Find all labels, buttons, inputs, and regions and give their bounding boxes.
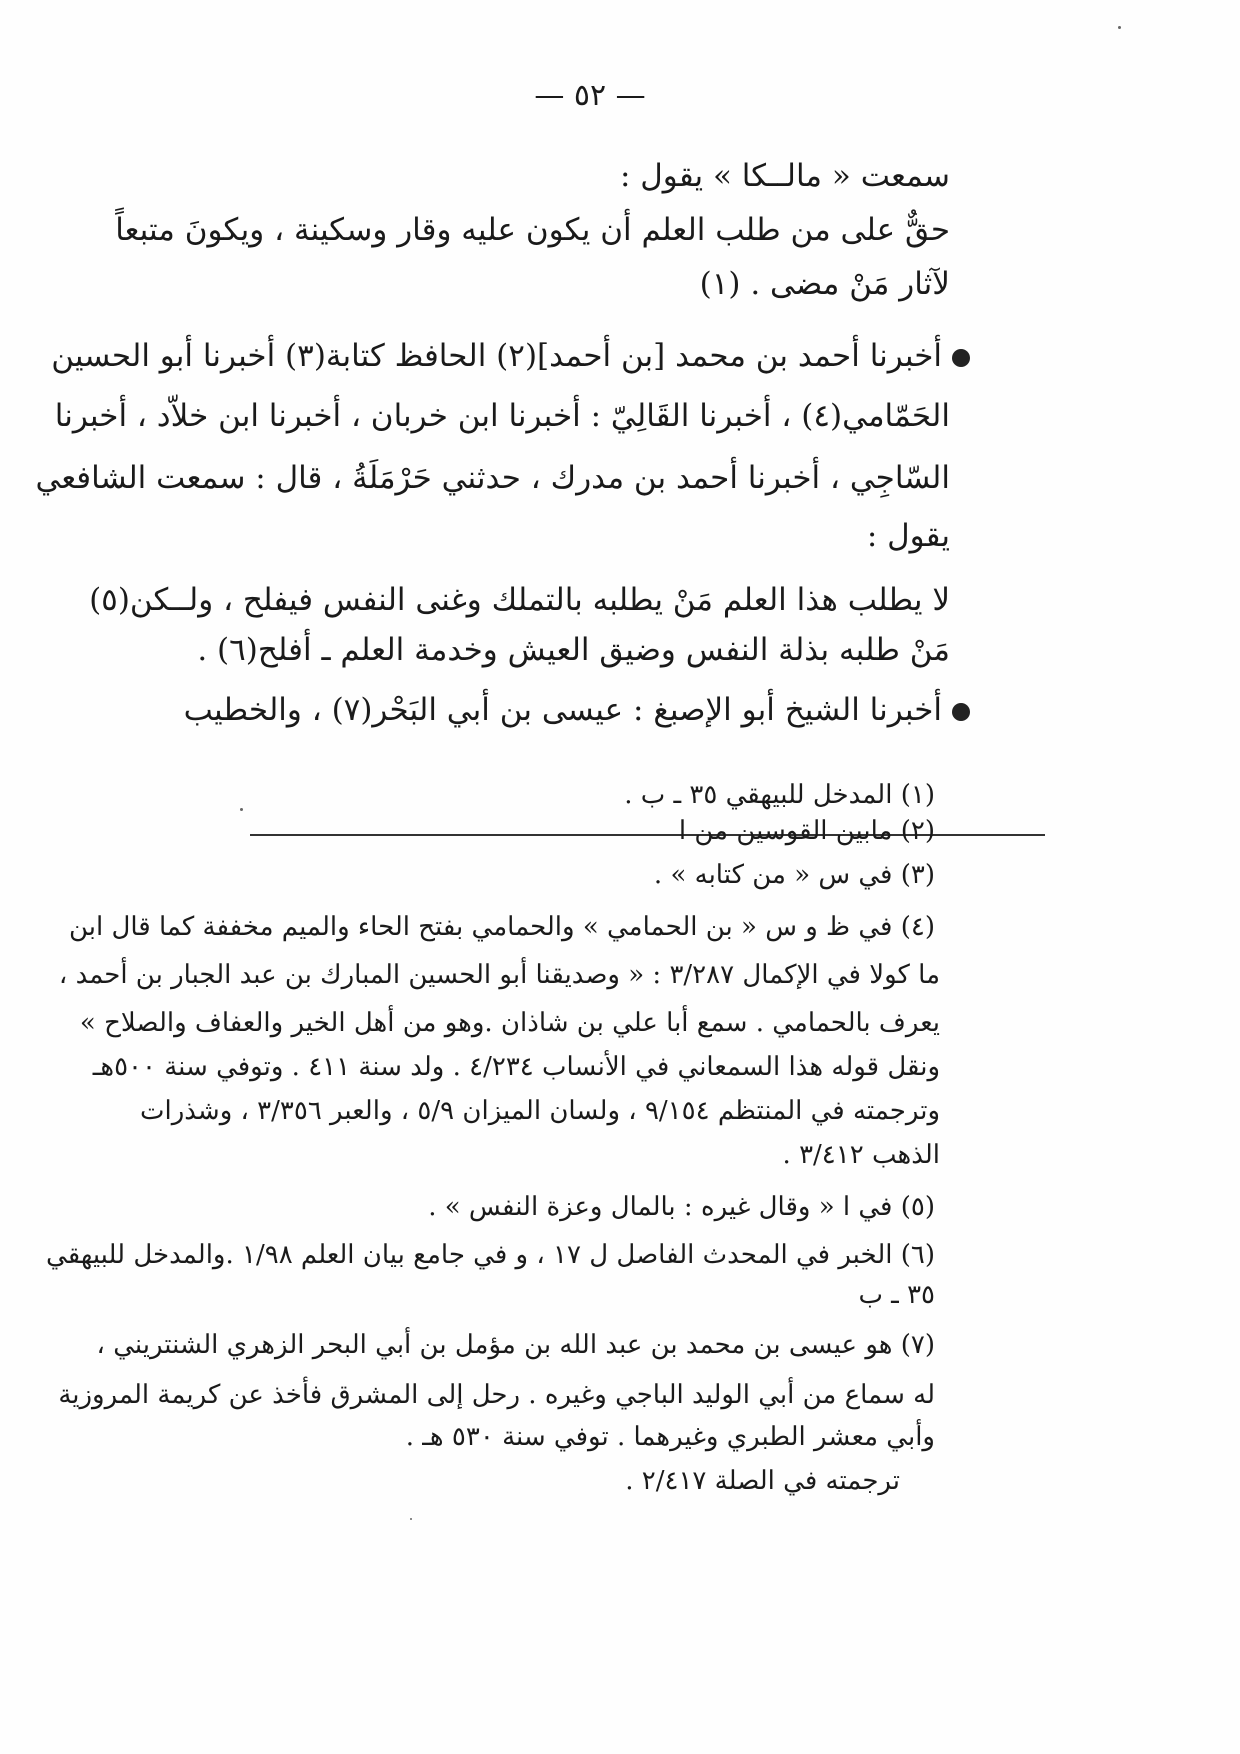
text-line: أخبرنا الشيخ أبو الإصبغ : عيسى بن أبي البَحْر(٧) ، والخطيب bbox=[184, 692, 970, 728]
footnote-line: الذهب ٣/٤١٢ . bbox=[782, 1140, 940, 1170]
bullet-icon bbox=[952, 349, 970, 367]
footnote-line: (٤) في ظ و س « بن الحمامي » والحمامي بفتح الحاء والميم مخففة كما قال ابن bbox=[68, 912, 935, 942]
footnote-line: يعرف بالحمامي . سمع أبا علي بن شاذان .وهو من أهل الخير والعفاف والصلاح » bbox=[79, 1008, 940, 1038]
text-line: حقٌّ على من طلب العلم أن يكون عليه وقار وسكينة ، ويكونَ متبعاً bbox=[115, 212, 950, 248]
footnote-line: ما كولا في الإكمال ٣/٢٨٧ : « وصديقنا أبو الحسين المبارك بن عبد الجبار بن أحمد ، bbox=[58, 960, 940, 990]
footnote-line: (٦) الخبر في المحدث الفاصل ل ١٧ ، و في جامع بيان العلم ١/٩٨ .والمدخل للبيهقي bbox=[46, 1240, 935, 1270]
text-line: مَنْ طلبه بذلة النفس وضيق العيش وخدمة العلم ـ أفلح(٦) . bbox=[197, 632, 950, 668]
scan-speck bbox=[1118, 26, 1121, 29]
footnote-line: له سماع من أبي الوليد الباجي وغيره . رحل إلى المشرق فأخذ عن كريمة المروزية bbox=[58, 1380, 935, 1410]
footnote-line: (٣) في س « من كتابه » . bbox=[653, 860, 935, 890]
text-line: أخبرنا أحمد بن محمد [بن أحمد](٢) الحافظ كتابة(٣) أخبرنا أبو الحسين bbox=[51, 338, 970, 374]
text-line: الحَمّامي(٤) ، أخبرنا القَالِيّ : أخبرنا ابن خربان ، أخبرنا ابن خلاّد ، أخبرنا bbox=[54, 398, 950, 434]
footnote-line: (٢) مابين القوسين من ا bbox=[678, 816, 935, 846]
text-line: السّاجِي ، أخبرنا أحمد بن مدرك ، حدثني حَرْمَلَةُ ، قال : سمعت الشافعي bbox=[35, 460, 950, 496]
footnote-line: وأبي معشر الطبري وغيرهما . توفي سنة ٥٣٠ هـ . bbox=[405, 1422, 935, 1452]
footnote-line: وترجمته في المنتظم ٩/١٥٤ ، ولسان الميزان ٥/٩ ، والعبر ٣/٣٥٦ ، وشذرات bbox=[140, 1096, 940, 1126]
bullet-icon bbox=[952, 703, 970, 721]
scan-speck bbox=[240, 808, 243, 811]
text-line: سمعت « مالــكا » يقول : bbox=[619, 158, 950, 194]
footnote-line: (٥) في ا « وقال غيره : بالمال وعزة النفس » . bbox=[428, 1192, 935, 1222]
text-line: لا يطلب هذا العلم مَنْ يطلبه بالتملك وغنى النفس فيفلح ، ولــكن(٥) bbox=[89, 582, 950, 618]
footnote-line: ٣٥ ـ ب bbox=[858, 1280, 935, 1310]
footnote-line: ترجمته في الصلة ٢/٤١٧ . bbox=[625, 1466, 900, 1496]
text-line: لآثار مَنْ مضى . (١) bbox=[699, 266, 950, 302]
footnote-line: (٧) هو عيسى بن محمد بن عبد الله بن مؤمل بن أبي البحر الزهري الشنتريني ، bbox=[96, 1330, 935, 1360]
footnote-line: ونقل قوله هذا السمعاني في الأنساب ٤/٢٣٤ . ولد سنة ٤١١ . وتوفي سنة ٥٠٠هـ bbox=[92, 1052, 940, 1082]
text-line: يقول : bbox=[866, 518, 950, 554]
page-number: — ٥٢ — bbox=[534, 78, 646, 113]
scan-speck bbox=[410, 1518, 412, 1520]
footnote-line: (١) المدخل للبيهقي ٣٥ ـ ب . bbox=[624, 780, 935, 810]
